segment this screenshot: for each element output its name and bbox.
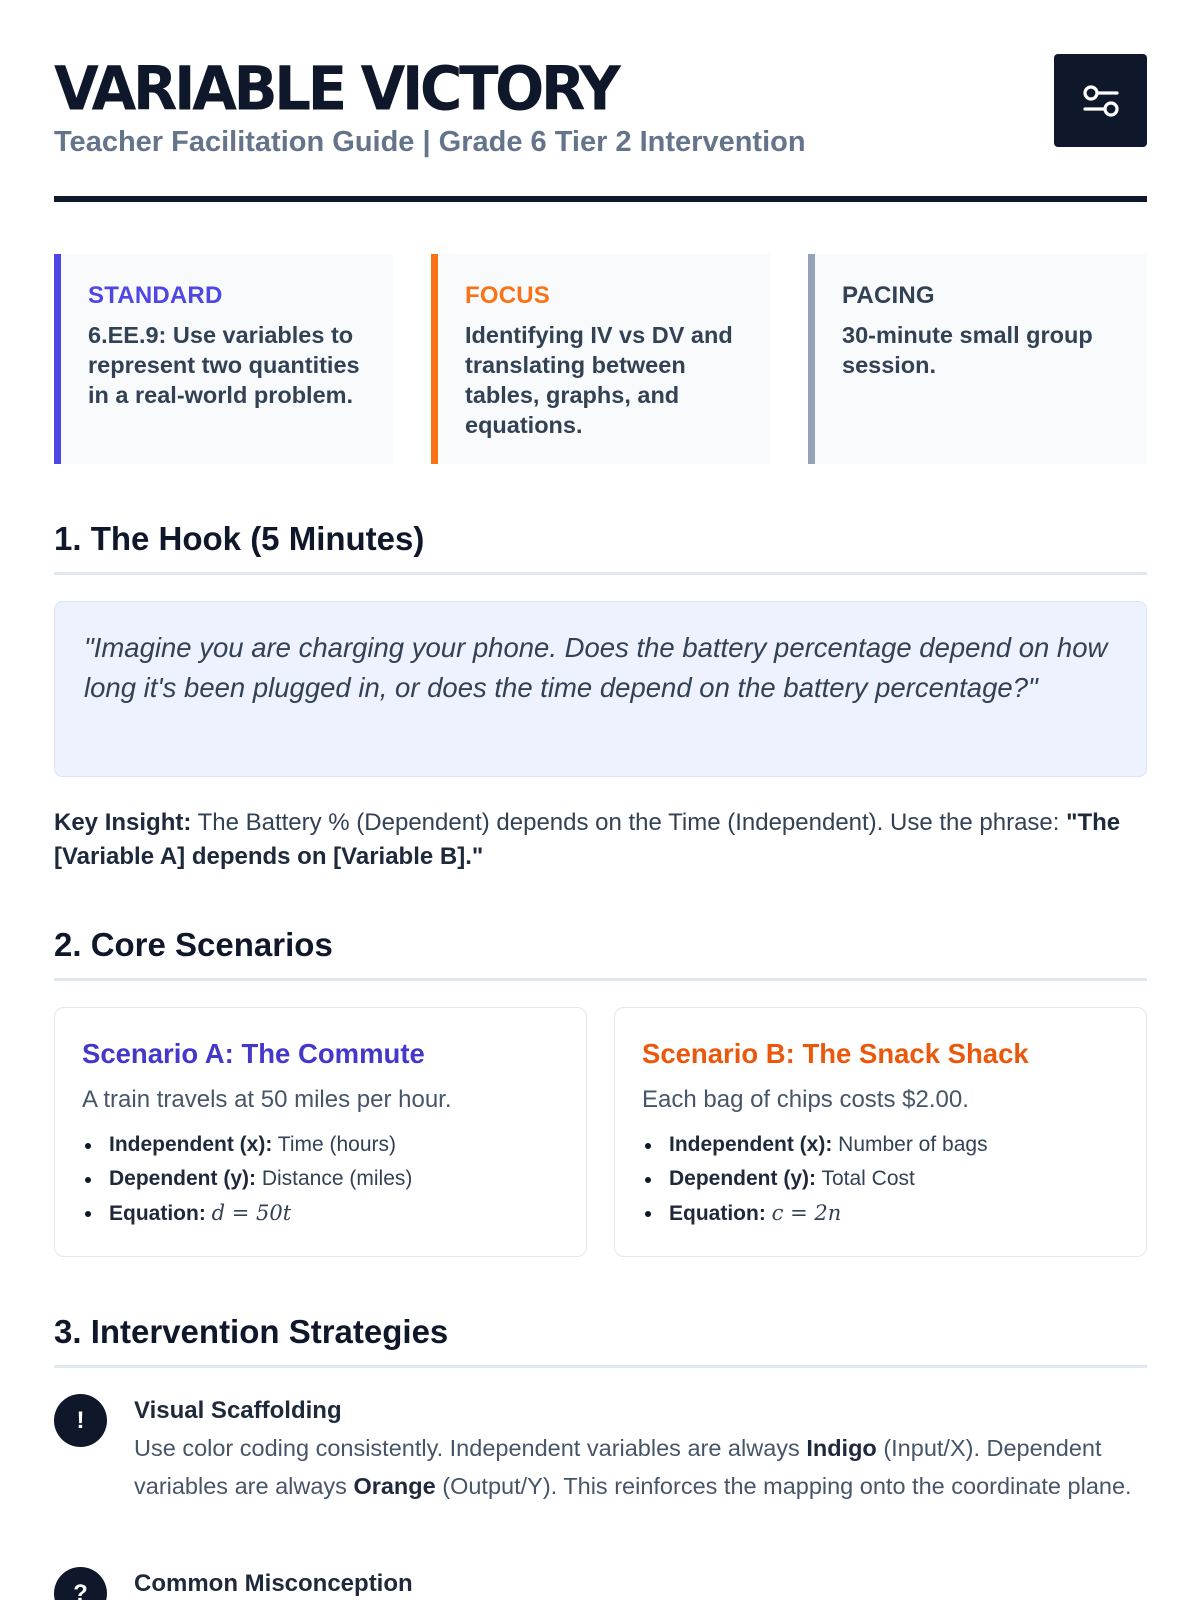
independent-label: Independent (x): — [109, 1133, 273, 1156]
page-subtitle: Teacher Facilitation Guide | Grade 6 Tier 2 Intervention — [54, 126, 806, 158]
page-header — [54, 54, 1147, 202]
list-item — [82, 1196, 559, 1231]
pacing-label: PACING — [842, 282, 935, 309]
scenarios-heading: 2. Core Scenarios — [54, 926, 1147, 981]
strategies-heading: 3. Intervention Strategies — [54, 1313, 1147, 1368]
strategy-text: Use color coding consistently. Independent variables are always — [134, 1435, 807, 1461]
list-item — [642, 1162, 1119, 1196]
equation-label: Equation: — [109, 1202, 206, 1225]
orange-emphasis: Orange — [353, 1473, 436, 1499]
focus-text: Identifying IV vs DV and translating between tables, graphs, and equations. — [465, 322, 733, 438]
hook-heading: 1. The Hook (5 Minutes) — [54, 520, 1147, 575]
standard-text: 6.EE.9: Use variables to represent two quantities in a real-world problem. — [88, 322, 360, 408]
insight-label: Key Insight: — [54, 809, 192, 836]
strategy-text: (Output/Y). This reinforces the mapping onto the coordinate plane. — [435, 1473, 1132, 1499]
list-item — [82, 1162, 559, 1196]
scenario-b-list — [642, 1128, 1119, 1231]
insight-text: The Battery % (Dependent) depends on the Time (Independent). Use the phrase: — [191, 809, 1067, 836]
settings-button[interactable] — [1054, 54, 1147, 147]
sliders-icon — [1079, 79, 1123, 123]
question-icon: ? — [54, 1567, 107, 1600]
scenario-a-list — [82, 1128, 559, 1231]
independent-value: Time (hours) — [272, 1133, 397, 1156]
strategy-title: Visual Scaffolding — [134, 1397, 342, 1424]
insight-phrase: "The [Variable A] depends on [Variable B]." — [54, 809, 1121, 870]
equation-value: c = 2n — [771, 1201, 842, 1225]
equation-value: d = 50t — [211, 1201, 292, 1225]
scenario-b-title: Scenario B: The Snack Shack — [642, 1038, 1029, 1069]
strategy-common-misconception — [54, 1567, 1147, 1600]
standard-card — [54, 254, 393, 464]
independent-label: Independent (x): — [669, 1133, 833, 1156]
scenario-b-card — [614, 1007, 1147, 1257]
dependent-label: Dependent (y): — [669, 1167, 816, 1190]
pacing-text: 30-minute small group session. — [842, 322, 1093, 378]
pacing-card — [808, 254, 1147, 464]
hook-quote: "Imagine you are charging your phone. Does the battery percentage depend on how long it's been plugged in, or does the time depend on the battery percentage?" — [54, 601, 1147, 777]
dependent-label: Dependent (y): — [109, 1167, 256, 1190]
exclamation-icon: ! — [54, 1394, 107, 1447]
independent-value: Number of bags — [832, 1133, 988, 1156]
list-item — [642, 1196, 1119, 1231]
facilitation-guide-page — [54, 0, 1147, 1600]
scenario-a-card — [54, 1007, 587, 1257]
scenario-a-description: A train travels at 50 miles per hour. — [82, 1086, 452, 1113]
focus-label: FOCUS — [465, 282, 550, 309]
key-insight — [54, 806, 1147, 874]
dependent-value: Total Cost — [816, 1167, 915, 1190]
strategy-text: (Input/X). Dependent variables are always — [134, 1435, 1102, 1499]
strategy-body — [134, 1429, 1147, 1505]
standard-label: STANDARD — [88, 282, 223, 309]
list-item — [642, 1128, 1119, 1162]
page-title: VARIABLE VICTORY — [54, 52, 618, 125]
list-item — [82, 1128, 559, 1162]
strategy-title: Common Misconception — [134, 1570, 413, 1597]
indigo-emphasis: Indigo — [806, 1435, 877, 1461]
strategy-visual-scaffolding — [54, 1394, 1147, 1544]
focus-card — [431, 254, 770, 464]
scenario-b-description: Each bag of chips costs $2.00. — [642, 1086, 969, 1113]
info-cards — [54, 254, 1147, 464]
scenario-a-title: Scenario A: The Commute — [82, 1038, 425, 1069]
dependent-value: Distance (miles) — [256, 1167, 413, 1190]
equation-label: Equation: — [669, 1202, 766, 1225]
